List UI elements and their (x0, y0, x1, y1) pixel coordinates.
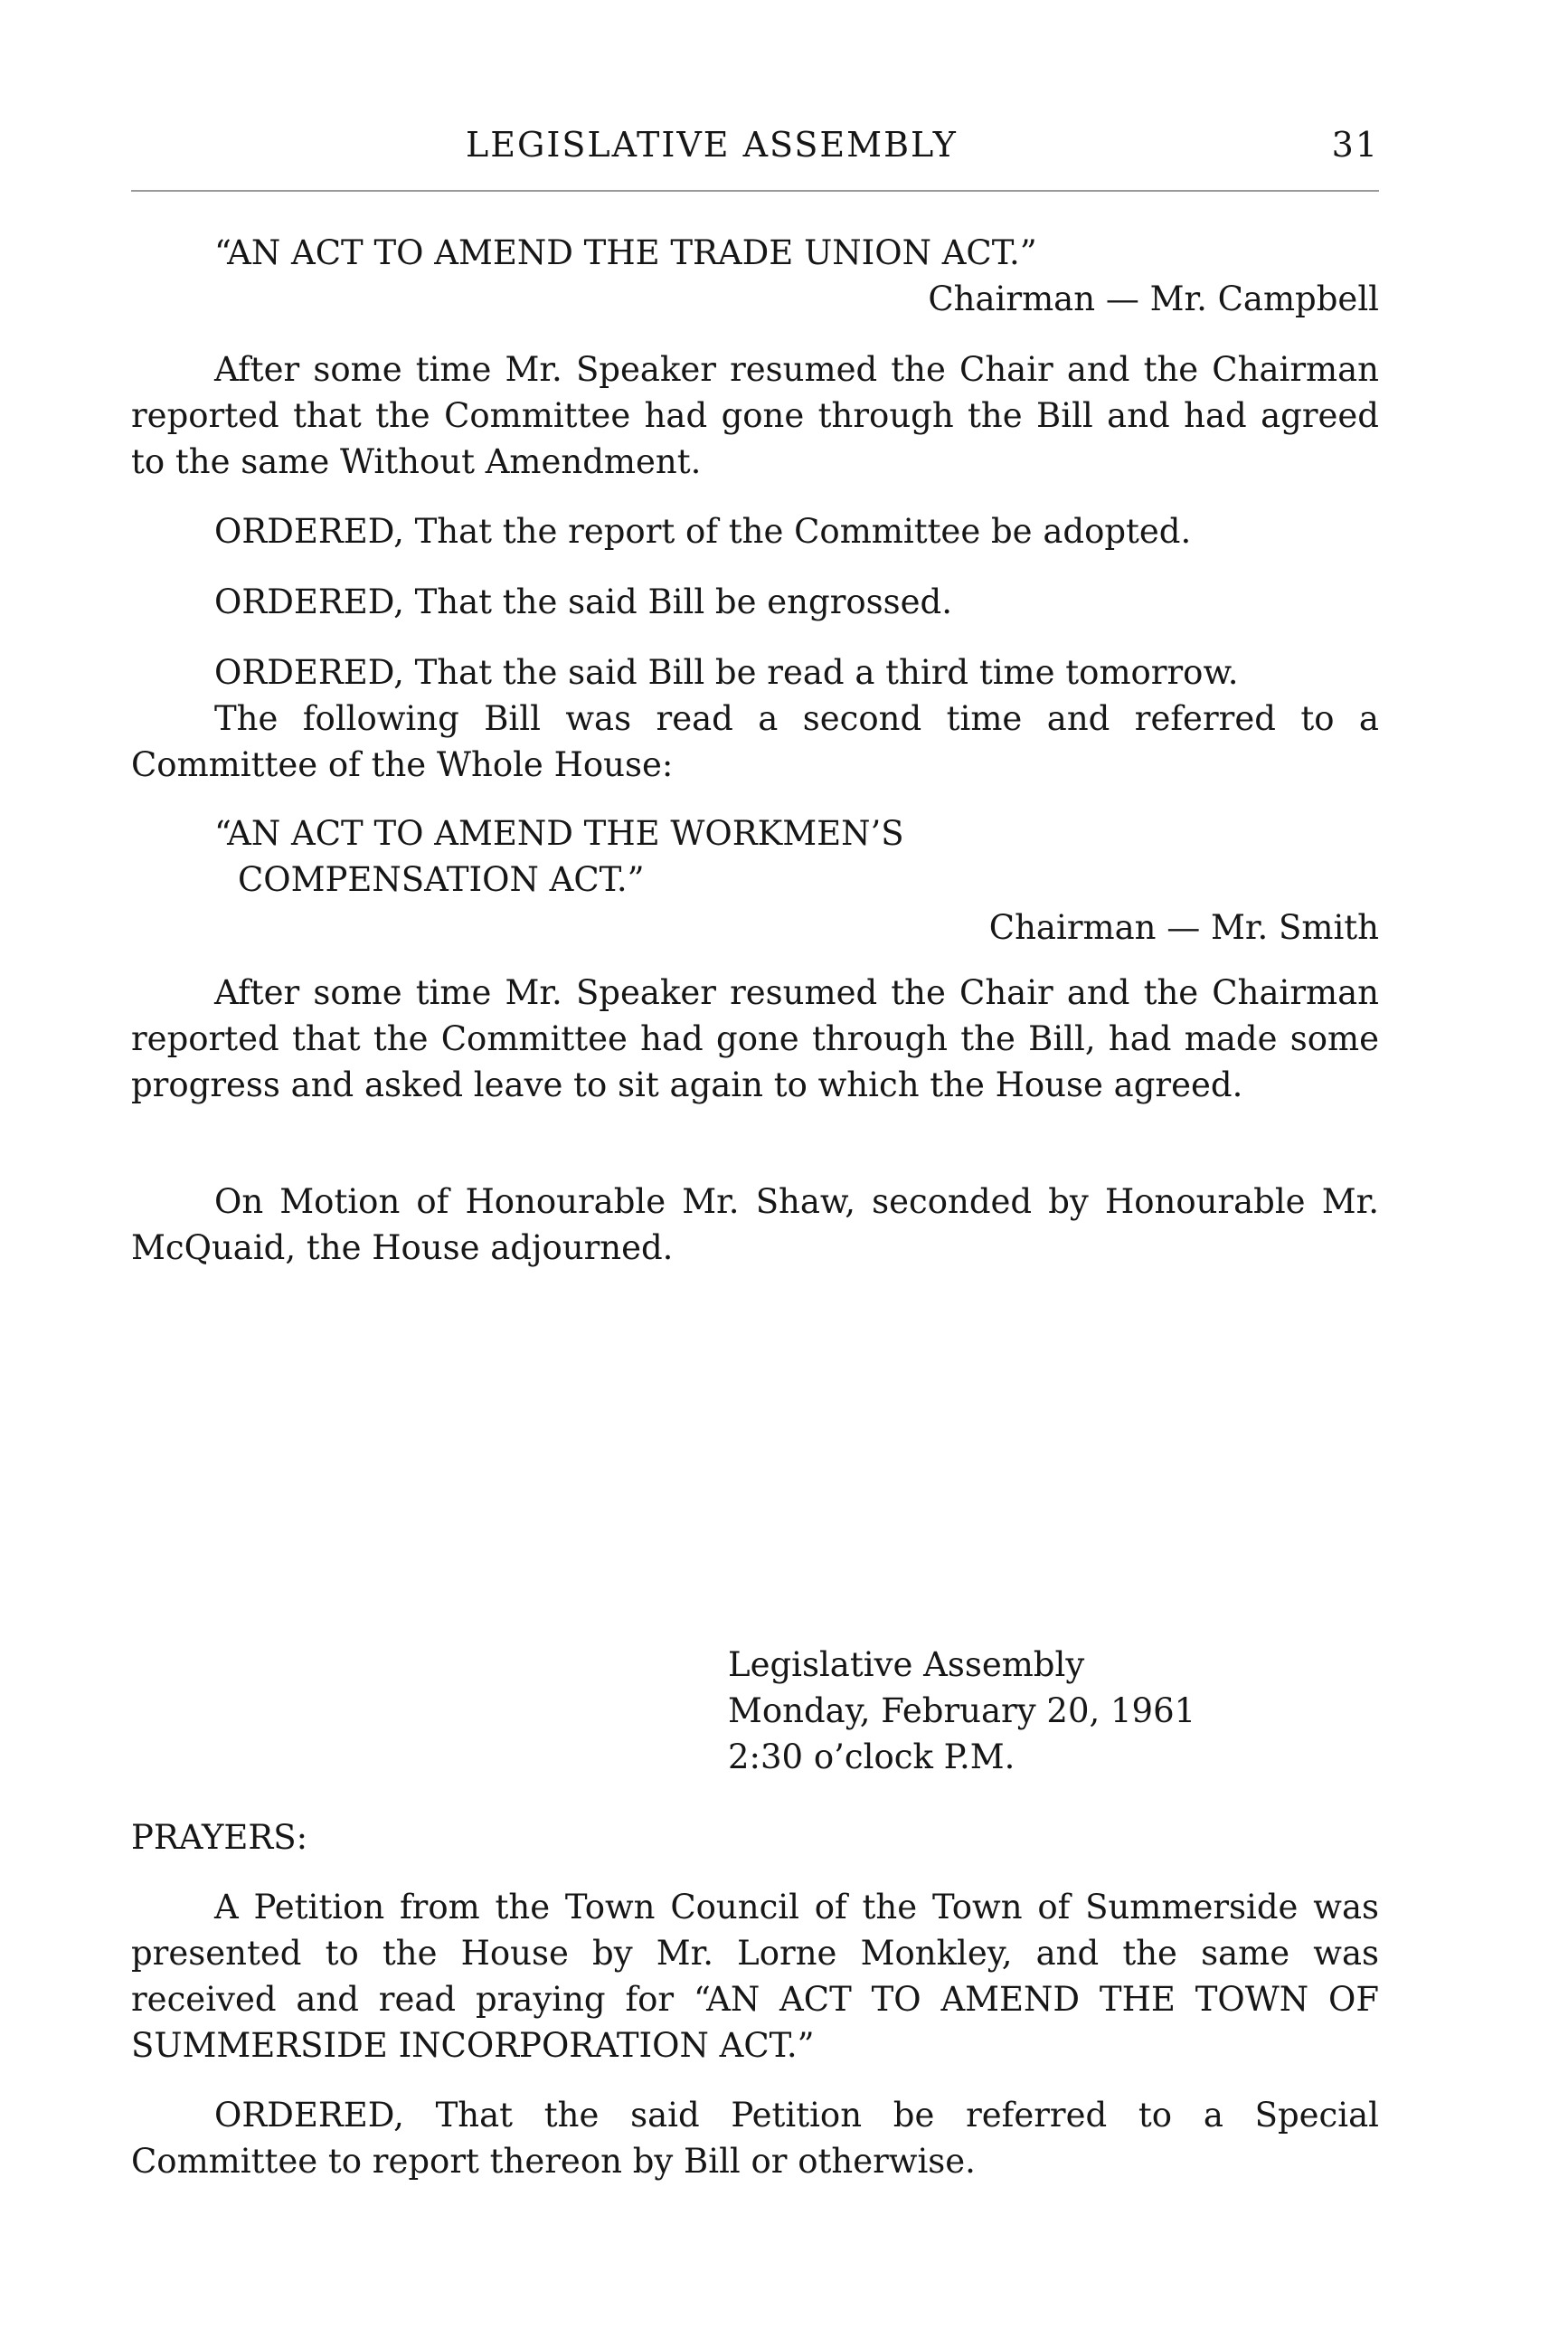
ordered-petition-referred: ORDERED, That the said Petition be referred to a Special Committee to report thereon by Bill or otherwise. (131, 2096, 1379, 2181)
following-bill-paragraph: The following Bill was read a second time and referred to a Committee of the Whole House: (131, 699, 1379, 784)
page-number: 31 (1331, 125, 1379, 165)
prayers-heading: PRAYERS: (131, 1818, 308, 1857)
act-title-workmens-line2: COMPENSATION ACT.” (238, 860, 645, 899)
document-page (131, 0, 1379, 2329)
session-time: 2:30 o’clock P.M. (728, 1737, 1015, 1776)
session-date: Monday, February 20, 1961 (728, 1691, 1196, 1730)
chairman-smith: Chairman — Mr. Smith (988, 908, 1379, 947)
act-title-trade-union: “AN ACT TO AMEND THE TRADE UNION ACT.” (214, 233, 1037, 272)
committee-progress-paragraph: After some time Mr. Speaker resumed the Chair and the Chairman reported that the Committee had gone through the Bill, had made some progress and asked leave to sit again to which the House agreed. (131, 973, 1379, 1104)
ordered-report-adopted: ORDERED, That the report of the Committee be adopted. (214, 512, 1192, 551)
petition-paragraph: A Petition from the Town Council of the Town of Summerside was presented to the House by Mr. Lorne Monkley, and the same was received and read praying for “AN ACT TO AMEND THE TOWN OF SUMMERSIDE INCORPORATION ACT.” (131, 1888, 1379, 2065)
header-rule (131, 190, 1379, 192)
ordered-bill-engrossed: ORDERED, That the said Bill be engrossed. (214, 582, 952, 621)
ordered-third-reading: ORDERED, That the said Bill be read a third time tomorrow. (214, 653, 1239, 692)
session-body: Legislative Assembly (728, 1645, 1085, 1684)
header-title: LEGISLATIVE ASSEMBLY (466, 125, 958, 165)
chairman-campbell: Chairman — Mr. Campbell (928, 279, 1379, 318)
act-title-workmens-line1: “AN ACT TO AMEND THE WORKMEN’S (214, 814, 904, 853)
committee-report-paragraph: After some time Mr. Speaker resumed the Chair and the Chairman reported that the Committee had gone through the Bill and had agreed to the same Without Amendment. (131, 350, 1379, 481)
session-heading (728, 1642, 1195, 1780)
adjournment-motion: On Motion of Honourable Mr. Shaw, seconded by Honourable Mr. McQuaid, the House adjourned. (131, 1182, 1379, 1267)
running-header (131, 125, 1379, 170)
